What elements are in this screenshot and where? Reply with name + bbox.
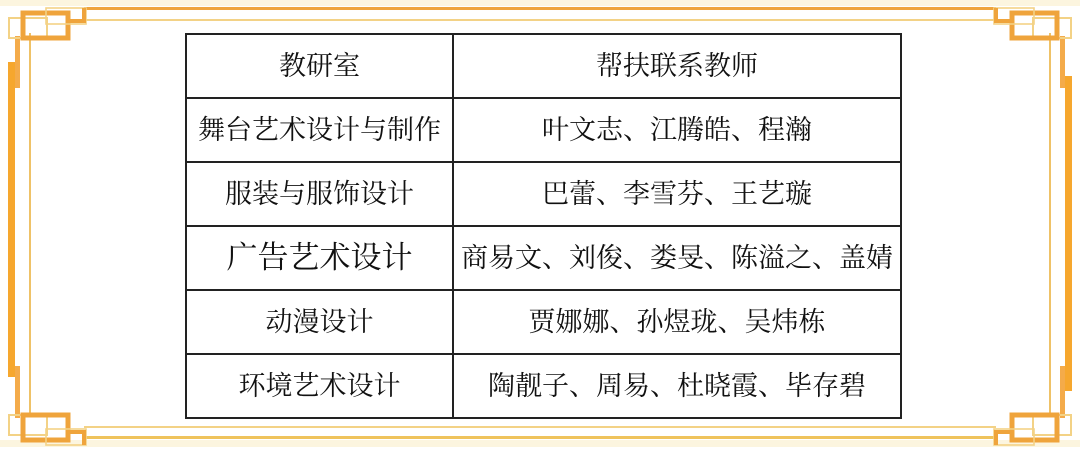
teachers-cell: 陶靓子、周易、杜晓霞、毕存碧 — [453, 354, 901, 418]
frame-line-bottom-inner — [84, 426, 996, 428]
frame-line-right — [1049, 33, 1051, 417]
department-cell: 动漫设计 — [186, 290, 453, 354]
table-row — [186, 162, 901, 226]
frame-line-top-outer — [84, 7, 996, 10]
frame-accent-bar-right — [1065, 76, 1072, 391]
frame-line-bottom-outer — [84, 436, 996, 439]
frame-corner-ornament-bottom-right — [984, 402, 1076, 450]
department-cell: 广告艺术设计 — [186, 226, 453, 290]
table-row — [186, 226, 901, 290]
frame-accent-bar-left — [8, 62, 15, 377]
frame-corner-ornament-top-right — [984, 3, 1076, 51]
teachers-cell: 叶文志、江腾皓、程瀚 — [453, 98, 901, 162]
frame-line-left — [29, 33, 31, 417]
col-header-teachers: 帮扶联系教师 — [453, 34, 901, 98]
table-row — [186, 354, 901, 418]
table-row — [186, 98, 901, 162]
department-cell: 服装与服饰设计 — [186, 162, 453, 226]
teachers-cell: 商易文、刘俊、娄旻、陈溢之、盖婧 — [453, 226, 901, 290]
teacher-assignment-table — [185, 33, 902, 419]
frame-corner-ornament-bottom-left — [4, 402, 96, 450]
teachers-cell: 巴蕾、李雪芬、王艺璇 — [453, 162, 901, 226]
frame-line-top-inner — [84, 19, 996, 21]
col-header-department: 教研室 — [186, 34, 453, 98]
frame-corner-ornament-top-left — [4, 3, 96, 51]
header-row — [186, 34, 901, 98]
teachers-cell: 贾娜娜、孙煜珑、吴炜栋 — [453, 290, 901, 354]
department-cell: 环境艺术设计 — [186, 354, 453, 418]
table-row — [186, 290, 901, 354]
department-cell: 舞台艺术设计与制作 — [186, 98, 453, 162]
frame-pale-band-top — [0, 0, 1080, 6]
frame-pale-band-bottom — [0, 440, 1080, 447]
